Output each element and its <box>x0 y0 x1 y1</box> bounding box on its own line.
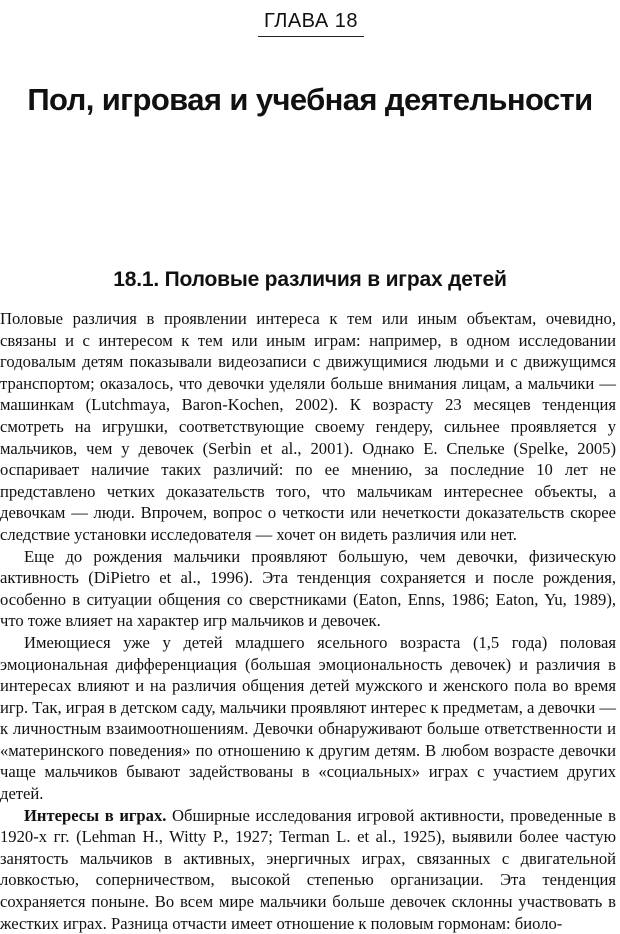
paragraph-3: Имеющиеся уже у детей младшего ясельного возраста (1,5 года) половая эмоциональная дифференциация (большая эмоциональность девочек) и различия в интересах влияют и на различия общения детей мужского и женского пола во время игр. Так, играя в детском саду, мальчики проявляют интерес к предметам, а девочки — к личностным взаимоотношениям. Девочки обнаруживают больше ответственности и «материнского поведения» по отношению к другим детям. В любом возрасте девочки чаще мальчиков бывают задействованы в «социальных» играх с участием других детей. <box>0 632 616 804</box>
section-title: 18.1. Половые различия в играх детей <box>113 268 507 291</box>
body-text <box>0 308 616 934</box>
chapter-label: ГЛАВА 18 <box>258 6 364 37</box>
paragraph-1: Половые различия в проявлении интереса к тем или иным объектам, очевидно, связаны и с интересом к тем или иным играм: например, в одном исследовании годовалым детям показывали видеозаписи с движущимися людьми и с движущимся транспортом; оказалось, что девочки уделяли больше внимания лицам, а мальчики — машинкам (Lutchmaya, Baron-Kochen, 2002). К возрасту 23 месяцев тенденция смотреть на игрушки, соответствующие своему гендеру, сильнее проявляется у мальчиков, чем у девочек (Serbin et al., 2001). Однако Е. Спельке (Spelke, 2005) оспаривает наличие таких различий: по ее мнению, за последние 10 лет не представлено четких доказательств того, что мальчикам интереснее объекты, а девочкам — люди. Впрочем, вопрос о четкости или нечеткости доказательств скорее следствие установки исследователя — хочет он видеть различия или нет. <box>0 309 616 544</box>
paragraph-4 <box>0 805 616 934</box>
paragraph-2: Еще до рождения мальчики проявляют большую, чем девочки, физическую активность (DiPietro et al., 1996). Эта тенденция сохраняется и после рождения, особенно в ситуации общения со сверстниками (Eaton, Enns, 1986; Eaton, Yu, 1989), что тоже влияет на характер игр мальчиков и девочек. <box>0 546 616 631</box>
paragraph-4-text: Обширные исследования игровой активности, проведенные в 1920-х гг. (Lehman H., Witty P., 1927; Terman L. et al., 1925), выявили более частую занятость мальчиков в активных, энергичных играх, связанных с двигательной ловкостью, соперничеством, высокой степенью организации. Эта тенденция сохраняется поныне. Во всем мире мальчики больше девочек склонны участвовать в жестких играх. Разница отчасти имеет отношение к половым гормонам: биоло- <box>0 805 616 933</box>
paragraph-lead-heading: Интересы в играх. <box>24 805 167 825</box>
chapter-title: Пол, игровая и учебная деятельности <box>27 82 593 117</box>
